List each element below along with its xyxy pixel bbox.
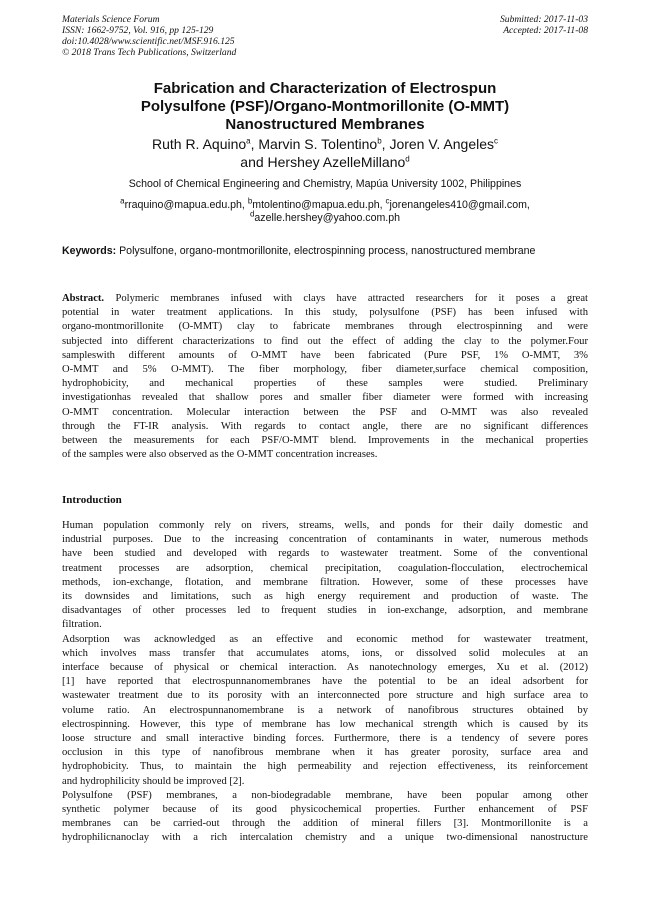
abstract-line: of the samples were also observed as the O-MMT concentration increases. — [62, 449, 378, 461]
body-line: membranes can be carried-out through the addition of mineral fillers [3]. Montmorillonite is a — [62, 818, 588, 830]
email-line — [62, 196, 588, 212]
title-line: Nanostructured Membranes — [225, 116, 425, 133]
author-line — [62, 153, 588, 171]
body-line: disadvantages of other processes led to frequent studies in ion-exchange, adsorption, and membrane — [62, 605, 588, 617]
accepted-date: Accepted: 2017-11-08 — [503, 25, 588, 36]
author-name: Joren V. Angeles — [389, 136, 494, 152]
email-address[interactable]: jorenangeles410@gmail.com, — [389, 199, 530, 211]
author-list — [62, 135, 588, 171]
keywords-label: Keywords: — [62, 245, 117, 257]
journal-name: Materials Science Forum — [62, 14, 160, 25]
abstract-line: subjected into different characterizations to find out the effect of adding the clay to the polymer.Four — [62, 335, 588, 347]
author-marker: c — [494, 136, 498, 146]
affiliation: School of Chemical Engineering and Chemistry, Mapúa University 1002, Philippines — [128, 178, 522, 190]
abstract-label: Abstract. — [62, 293, 105, 304]
abstract-line: sampleswith different amounts of O-MMT have been fabricated (Pure PSF, 1% O-MMT, 3% — [62, 349, 588, 361]
email-list — [62, 196, 588, 225]
author-marker: a — [246, 136, 251, 146]
author-separator: , — [250, 136, 259, 152]
issn-line: ISSN: 1662-9752, Vol. 916, pp 125-129 — [62, 25, 214, 36]
copyright-line: © 2018 Trans Tech Publications, Switzerland — [62, 47, 237, 58]
email-marker: a — [120, 196, 125, 206]
body-line: [1] have reported that electrospunnanomembranes have the potential to be an ideal adsorbent for — [62, 676, 588, 688]
body-line: hydrophobicity. Thus, to maintain the high permeability and rejection effectiveness, its reinforcement — [62, 761, 588, 773]
author-name: Ruth R. Aquino — [151, 136, 247, 152]
body-line: methods, ion-exchange, flotation, and membrane filtration. However, some of these processes have — [62, 576, 588, 588]
author-marker: b — [377, 136, 382, 146]
title-line: Fabrication and Characterization of Electrospun — [153, 80, 497, 97]
body-line: hydrophilicnanoclay with a rich intercalation chemistry and a unique two-dimensional nanostructure — [62, 832, 588, 844]
abstract-line: investigationhas revealed that shallow pores and smaller fiber diameter were formed with increasing — [62, 392, 588, 404]
abstract-line — [62, 292, 588, 306]
abstract-line: organo-montmorillonite (O-MMT) clay to fabricate membranes through electrospinning and were — [62, 321, 588, 333]
body-line: wastewater treatment due to its porosity with an interconnected pore structure and high surface area to — [62, 690, 588, 702]
keywords-section — [62, 245, 588, 259]
body-line: its downsides and limitations, such as high energy requirement and production of waste. The — [62, 591, 588, 603]
body-line: synthetic polymer because of its good physicochemical properties. Further enhancement of PSF — [62, 804, 588, 816]
abstract-line: O-MMT concentration. Molecular interaction between the PSF and O-MMT was also revealed — [62, 406, 588, 418]
abstract-line: O-MMT and 5% O-MMT). The fiber morphology, fiber diameter,surface chemical composition, — [62, 364, 588, 376]
author-line — [62, 135, 588, 153]
body-line: Human population commonly rely on rivers, streams, wells, and ponds for their daily domestic and — [62, 520, 588, 531]
author-name: Marvin S. Tolentino — [258, 136, 378, 152]
introduction-body — [62, 519, 588, 846]
abstract — [62, 292, 588, 462]
journal-info — [62, 14, 236, 58]
body-line: and hydrophilicity should be improved [2]. — [62, 775, 245, 787]
body-line: filtration. — [62, 619, 102, 631]
title-line: Polysulfone (PSF)/Organo-Montmorillonite (O-MMT) — [140, 98, 510, 115]
body-line: which involves mass transfer that accumulates atoms, ions, or dissolved solid molecules at an — [62, 647, 588, 659]
email-address[interactable]: azelle.hershey@yahoo.com.ph — [254, 212, 401, 224]
body-line: treatment processes are adsorption, chemical precipitation, coagulation-flocculation, electrochemical — [62, 562, 588, 574]
abstract-line: potential in water treatment applications. In this study, polysulfone (PSF) has been infused with — [62, 307, 588, 319]
submission-dates — [500, 14, 588, 36]
author-marker: d — [405, 154, 410, 164]
email-address[interactable]: mtolentino@mapua.edu.ph, — [252, 199, 386, 211]
body-line: electrospinning. However, this type of membrane has low mechanical strength which is caused by its — [62, 718, 588, 730]
abstract-line: hydrophobicity, and mechanical properties of these samples were studied. Preliminary — [62, 378, 588, 390]
body-line: have been studied and developed with regards to wastewater treatment. Some of the conventional — [62, 548, 588, 560]
abstract-first-text: Polymeric membranes infused with clays have attracted researchers for it poses a great — [104, 293, 588, 304]
author-name: and Hershey AzelleMillano — [240, 154, 406, 170]
email-marker: d — [249, 209, 255, 219]
email-marker: c — [385, 196, 390, 206]
body-line: interface because of physical or chemical interaction. As nanotechnology emerges, Xu et al. (2012) — [62, 662, 588, 674]
body-line: loose structure and small interactive binding forces. Furthermore, there is a tendency of severe pores — [62, 733, 588, 745]
email-line — [62, 209, 588, 225]
author-separator: , — [381, 136, 390, 152]
body-line: occlusion in this type of nanofibrous membrane when it has greater porosity, surface area and — [62, 747, 588, 759]
submitted-date: Submitted: 2017-11-03 — [499, 14, 588, 25]
body-line: Polysulfone (PSF) membranes, a non-biodegradable membrane, have been popular among other — [62, 789, 588, 801]
body-line: industrial purposes. Due to the increasing concentration of contaminants in water, numerous methods — [62, 534, 588, 546]
email-marker: b — [247, 196, 253, 206]
doi-line: doi:10.4028/www.scientific.net/MSF.916.125 — [62, 36, 235, 47]
abstract-line: between the measurements for each PSF/O-MMT blend. Improvements in the mechanical properties — [62, 435, 588, 447]
keywords-text: Polysulfone, organo-montmorillonite, electrospinning process, nanostructured membrane — [116, 245, 536, 257]
paper-title — [62, 80, 588, 134]
section-heading: Introduction — [62, 494, 122, 506]
body-line: Adsorption was acknowledged as an effective and economic method for wastewater treatment, — [62, 633, 588, 645]
body-line: volume ratio. An electrospunnanomembrane is a network of nanofibrous structures obtained by — [62, 704, 588, 716]
abstract-line: through the FT-IR analysis. With regards to contact angle, there are no significant differences — [62, 420, 588, 432]
email-address[interactable]: rraquino@mapua.edu.ph, — [124, 199, 248, 211]
